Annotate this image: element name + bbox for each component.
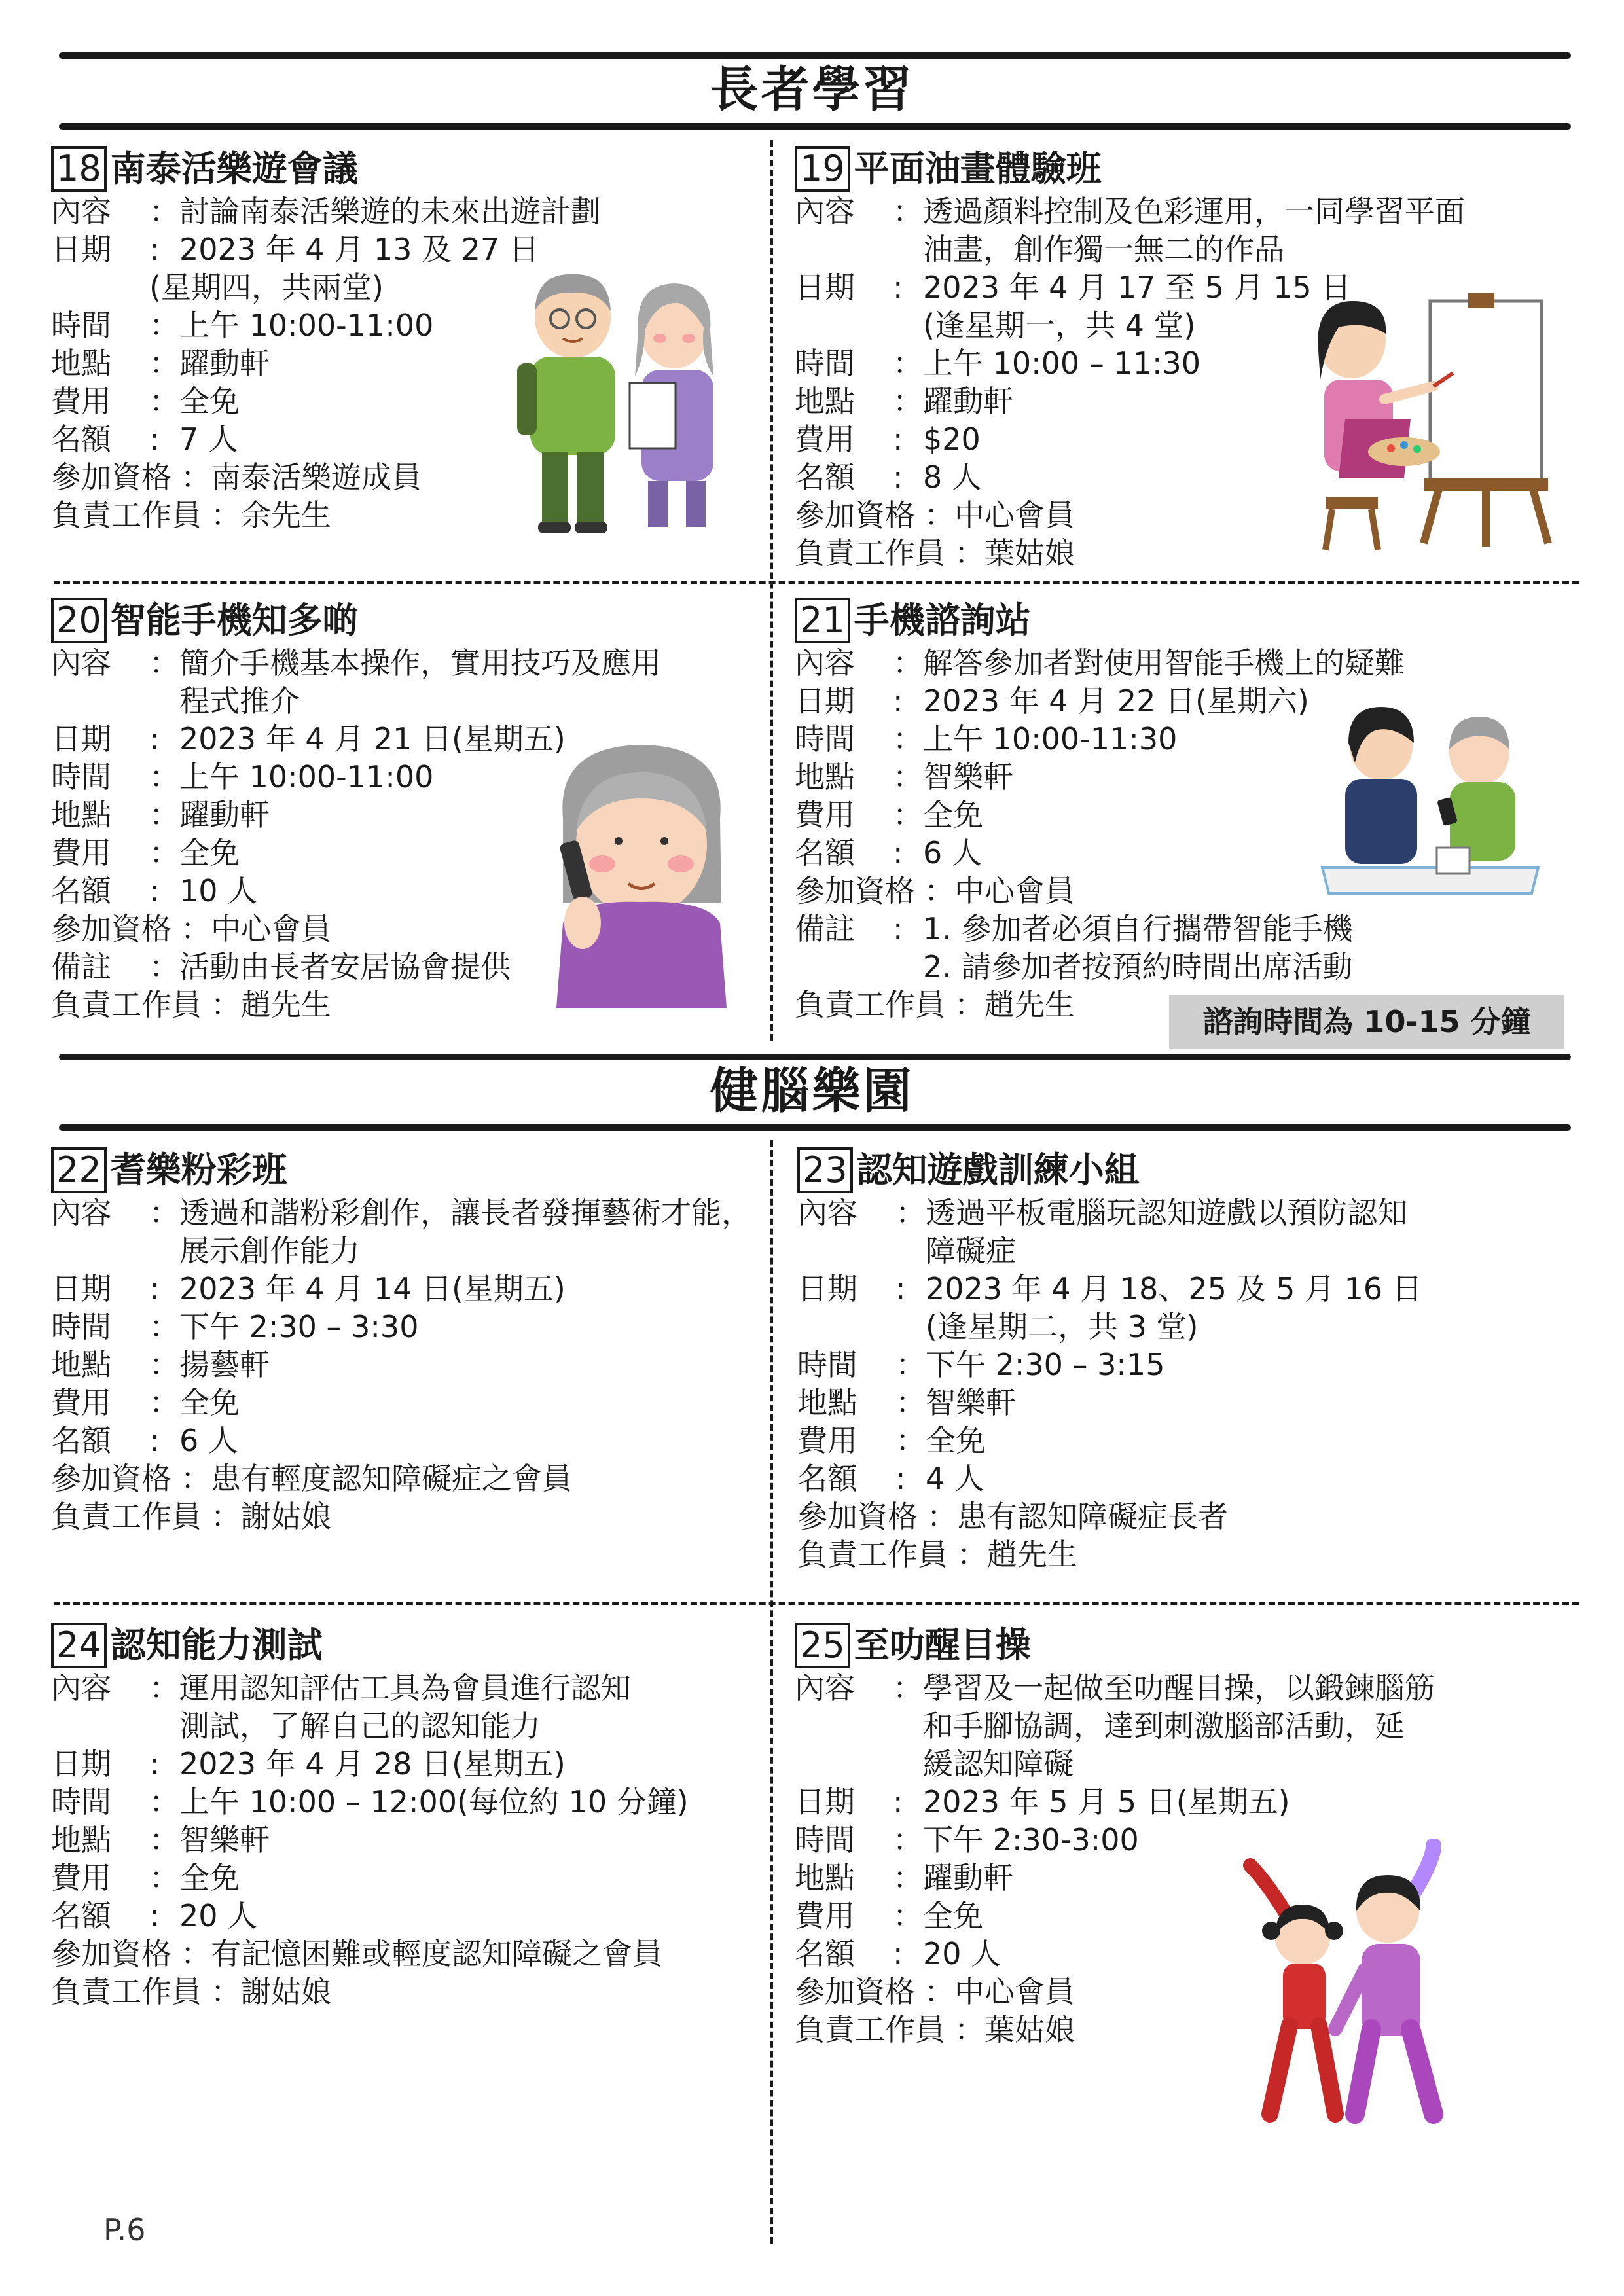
time-row: 時間 ： 下午 2:30 – 3:15 bbox=[797, 1347, 1165, 1382]
venue-row: 地點 ： 躍動軒 bbox=[51, 346, 270, 381]
fee-row: 費用 ： 全免 bbox=[51, 384, 240, 419]
eligibility-row: 參加資格 ： 中心會員 bbox=[51, 911, 331, 946]
date-row: 日期 : 2023 年 4 月 14 日(星期五) bbox=[51, 1271, 566, 1306]
content-row: 內容 ： 學習及一起做至叻醒目操，以鍛鍊腦筋 bbox=[795, 1670, 1435, 1706]
content-row: 內容 ： 透過顏料控制及色彩運用，一同學習平面 bbox=[795, 194, 1465, 229]
content-continued: 測試，了解自己的認知能力 bbox=[179, 1708, 541, 1744]
page-number: P.6 bbox=[103, 2212, 146, 2248]
top-rule bbox=[59, 52, 1571, 59]
time-row: 時間 ： 上午 10:00-11:00 bbox=[51, 759, 434, 795]
activity-title: 認知能力測試 bbox=[110, 1624, 323, 1666]
time-row: 時間 ： 上午 10:00 – 11:30 bbox=[795, 346, 1200, 381]
painter-illustration bbox=[1306, 288, 1558, 556]
content-continued: 和手腳協調，達到刺激腦部活動，延 bbox=[923, 1708, 1405, 1744]
content-continued: 展示創作能力 bbox=[179, 1233, 360, 1268]
venue-row: 地點 ： 躍動軒 bbox=[795, 384, 1013, 419]
content-row: 內容 ： 討論南泰活樂遊的未來出遊計劃 bbox=[51, 194, 601, 229]
staff-row: 負責工作員 ： 趙先生 bbox=[797, 1537, 1077, 1572]
venue-row: 地點 ： 躍動軒 bbox=[795, 1860, 1013, 1895]
eligibility-row: 參加資格 ： 中心會員 bbox=[795, 873, 1075, 908]
content-row: 內容 ： 解答參加者對使用智能手機上的疑難 bbox=[795, 645, 1405, 681]
content-row: 內容 ： 透過平板電腦玩認知遊戲以預防認知 bbox=[797, 1195, 1407, 1230]
venue-row: 地點 ： 智樂軒 bbox=[797, 1385, 1016, 1420]
quota-row: 名額 : 10 人 bbox=[51, 873, 258, 908]
venue-row: 地點 ： 智樂軒 bbox=[795, 759, 1013, 795]
remarks-row: 備註 : 1. 參加者必須自行攜帶智能手機 bbox=[795, 911, 1353, 946]
activity-title: 耆樂粉彩班 bbox=[110, 1149, 287, 1191]
card-title bbox=[51, 145, 758, 192]
staff-row: 負責工作員 ： 趙先生 bbox=[51, 987, 331, 1022]
date-row: 日期 : 2023 年 4 月 17 至 5 月 15 日 bbox=[795, 270, 1352, 305]
activity-number: 21 bbox=[795, 598, 850, 643]
fee-row: 費用 : $20 bbox=[795, 422, 981, 457]
fee-row: 費用 ： 全免 bbox=[795, 1898, 983, 1933]
card-title bbox=[51, 1622, 765, 1669]
eligibility-row: 參加資格 ： 中心會員 bbox=[795, 497, 1075, 533]
staff-row: 負責工作員 ： 葉姑娘 bbox=[795, 2012, 1075, 2047]
fee-row: 費用 ： 全免 bbox=[51, 1860, 240, 1895]
quota-row: 名額 : 8 人 bbox=[795, 459, 982, 495]
row-divider bbox=[54, 581, 1579, 584]
card-title bbox=[797, 1147, 1557, 1194]
venue-row: 地點 ： 揚藝軒 bbox=[51, 1347, 270, 1382]
stretching-exercise-illustration bbox=[1231, 1839, 1512, 2134]
staff-row: 負責工作員 ： 謝姑娘 bbox=[51, 1974, 331, 2009]
phone-consultation-illustration bbox=[1309, 691, 1551, 900]
activity-title: 手機諮詢站 bbox=[854, 600, 1031, 641]
activity-number: 22 bbox=[51, 1147, 107, 1193]
time-row: 時間 ： 上午 10:00-11:00 bbox=[51, 308, 434, 343]
time-row: 時間 ： 上午 10:00 – 12:00(每位約 10 分鐘) bbox=[51, 1784, 689, 1820]
staff-row: 負責工作員 ： 謝姑娘 bbox=[51, 1499, 331, 1534]
quota-row: 名額 : 20 人 bbox=[795, 1936, 1001, 1971]
eligibility-row: 參加資格 ： 患有認知障礙症長者 bbox=[797, 1499, 1228, 1534]
activity-number: 19 bbox=[795, 146, 850, 192]
quota-row: 名額 : 6 人 bbox=[51, 1423, 238, 1458]
column-divider bbox=[770, 1140, 773, 2244]
eligibility-row: 參加資格 ： 中心會員 bbox=[795, 1974, 1075, 2009]
section-rule bbox=[59, 1124, 1571, 1131]
elderly-phone-call-illustration bbox=[550, 733, 733, 1008]
section-title-elder-learning: 長者學習 bbox=[710, 62, 914, 118]
venue-row: 地點 ： 躍動軒 bbox=[51, 797, 270, 833]
activity-number: 23 bbox=[797, 1147, 853, 1193]
consultation-time-note: 諮詢時間為 10-15 分鐘 bbox=[1169, 995, 1564, 1049]
elderly-couple-illustration bbox=[517, 265, 740, 540]
eligibility-row: 參加資格 ： 患有輕度認知障礙症之會員 bbox=[51, 1461, 572, 1496]
remarks-continued: 2. 請參加者按預約時間出席活動 bbox=[923, 949, 1353, 984]
card-title bbox=[795, 597, 1554, 644]
activity-title: 南泰活樂遊會議 bbox=[110, 148, 358, 189]
fee-row: 費用 ： 全免 bbox=[51, 1385, 240, 1420]
content-row: 內容 ： 運用認知評估工具為會員進行認知 bbox=[51, 1670, 631, 1706]
card-title bbox=[51, 1147, 765, 1194]
staff-row: 負責工作員 ： 趙先生 bbox=[795, 987, 1075, 1022]
activity-card-23 bbox=[797, 1147, 1557, 1573]
activity-number: 24 bbox=[51, 1623, 107, 1668]
quota-row: 名額 : 6 人 bbox=[795, 835, 982, 870]
content-continued: 油畫，創作獨一無二的作品 bbox=[923, 232, 1284, 267]
activity-title: 智能手機知多啲 bbox=[110, 600, 358, 641]
activity-title: 至叻醒目操 bbox=[854, 1624, 1031, 1666]
date-row: 日期 : 2023 年 4 月 22 日(星期六) bbox=[795, 683, 1309, 719]
eligibility-row: 參加資格 ： 南泰活樂遊成員 bbox=[51, 459, 422, 495]
date-note: (逢星期二，共 3 堂) bbox=[926, 1309, 1199, 1344]
section-rule bbox=[59, 1054, 1571, 1060]
content-continued: 程式推介 bbox=[179, 683, 300, 719]
date-row: 日期 : 2023 年 4 月 28 日(星期五) bbox=[51, 1746, 566, 1782]
date-row: 日期 : 2023 年 4 月 21 日(星期五) bbox=[51, 721, 566, 757]
date-row: 日期 : 2023 年 4 月 18、25 及 5 月 16 日 bbox=[797, 1271, 1422, 1306]
activity-title: 認知遊戲訓練小組 bbox=[856, 1149, 1140, 1191]
time-row: 時間 ： 下午 2:30-3:00 bbox=[795, 1822, 1139, 1857]
column-divider bbox=[770, 140, 773, 1041]
card-title bbox=[795, 1622, 1554, 1669]
quota-row: 名額 : 4 人 bbox=[797, 1461, 984, 1496]
fee-row: 費用 ： 全免 bbox=[795, 797, 983, 833]
activity-card-24 bbox=[51, 1622, 765, 2011]
activity-number: 20 bbox=[51, 598, 107, 643]
row-divider bbox=[54, 1602, 1579, 1605]
date-row: 日期 : 2023 年 4 月 13 及 27 日 bbox=[51, 232, 539, 267]
fee-row: 費用 ： 全免 bbox=[51, 835, 240, 870]
staff-row: 負責工作員 ： 余先生 bbox=[51, 497, 331, 533]
activity-card-22 bbox=[51, 1147, 765, 1535]
content-row: 內容 ： 透過和諧粉彩創作，讓長者發揮藝術才能， bbox=[51, 1195, 751, 1230]
activity-number: 18 bbox=[51, 146, 107, 192]
quota-row: 名額 : 7 人 bbox=[51, 422, 238, 457]
section-title-brain-park: 健腦樂園 bbox=[710, 1063, 914, 1119]
card-title bbox=[51, 597, 758, 644]
remarks-row: 備註 ： 活動由長者安居協會提供 bbox=[51, 949, 511, 984]
content-continued: 障礙症 bbox=[926, 1233, 1016, 1268]
date-note: (逢星期一，共 4 堂) bbox=[923, 308, 1196, 343]
content-continued: 緩認知障礙 bbox=[923, 1746, 1074, 1782]
date-row: 日期 : 2023 年 5 月 5 日(星期五) bbox=[795, 1784, 1290, 1820]
activity-title: 平面油畫體驗班 bbox=[854, 148, 1102, 189]
staff-row: 負責工作員 ： 葉姑娘 bbox=[795, 535, 1075, 571]
content-row: 內容 ： 簡介手機基本操作，實用技巧及應用 bbox=[51, 645, 661, 681]
date-note: (星期四，共兩堂) bbox=[149, 270, 384, 305]
time-row: 時間 ： 下午 2:30 – 3:30 bbox=[51, 1309, 419, 1344]
activity-number: 25 bbox=[795, 1623, 850, 1668]
eligibility-row: 參加資格 ： 有記憶困難或輕度認知障礙之會員 bbox=[51, 1936, 662, 1971]
quota-row: 名額 : 20 人 bbox=[51, 1898, 258, 1933]
card-title bbox=[795, 145, 1554, 192]
venue-row: 地點 ： 智樂軒 bbox=[51, 1822, 270, 1857]
time-row: 時間 ： 上午 10:00-11:30 bbox=[795, 721, 1178, 757]
section-rule bbox=[59, 123, 1571, 130]
fee-row: 費用 ： 全免 bbox=[797, 1423, 986, 1458]
